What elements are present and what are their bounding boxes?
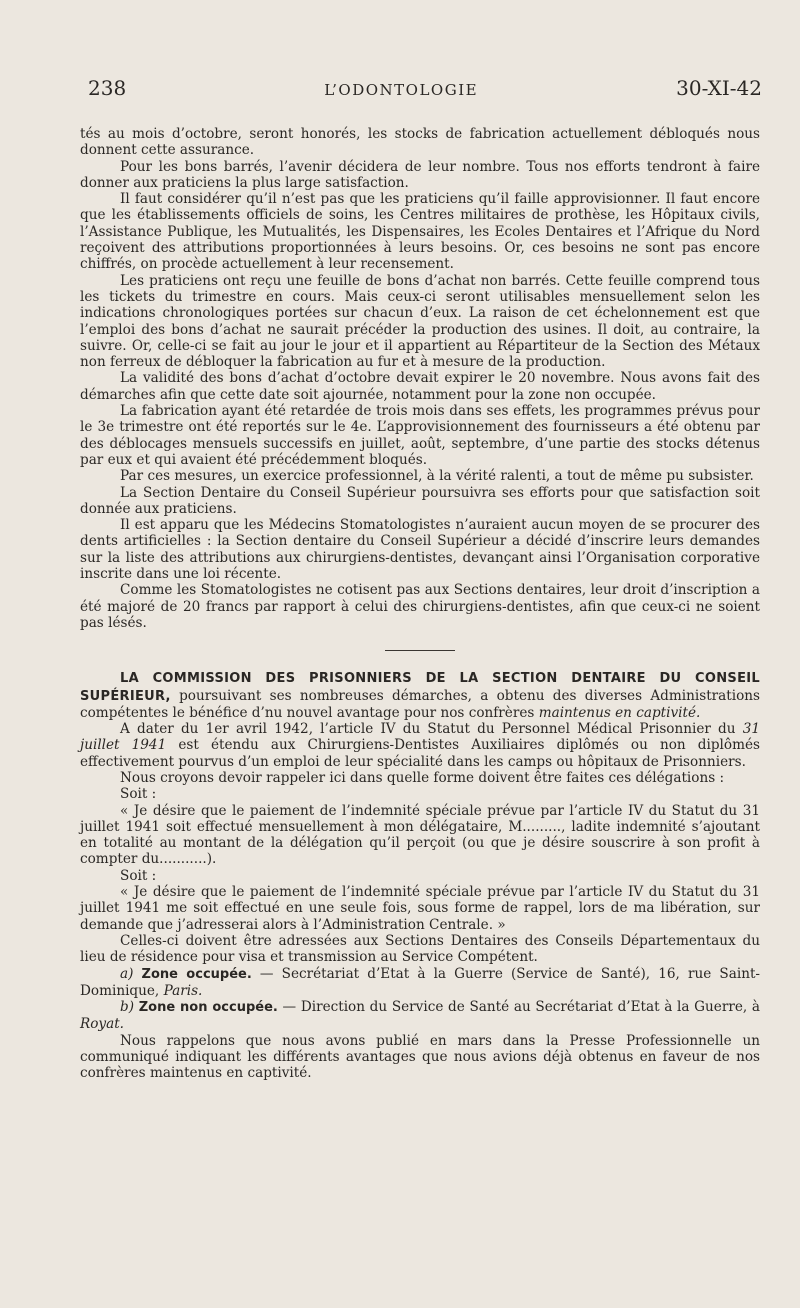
running-header bbox=[88, 76, 762, 102]
decree-text: A dater du 1er avril 1942, l’article IV du Statut du Personnel Médical Prisonnier du bbox=[120, 721, 743, 738]
zone-a-letter: a) bbox=[120, 965, 134, 982]
paragraph: La Section Dentaire du Conseil Supérieur poursuivra ses efforts pour que satisfaction soit donnée aux praticiens. bbox=[80, 484, 760, 517]
paragraph: Nous rappelons que nous avons publié en mars dans la Presse Professionnelle un communiqué indiquant les différents avantages que nous avions déjà obtenus en faveur de nos confrères maintenus en captivité. bbox=[80, 1032, 760, 1082]
page-number: 238 bbox=[88, 76, 127, 100]
zone-b-text: — Direction du Service de Santé au Secrétariat d’Etat à la Guerre, à bbox=[277, 999, 760, 1016]
paragraph: tés au mois d’octobre, seront honorés, les stocks de fabrication actuellement débloqués nous donnent cette assurance. bbox=[80, 126, 760, 159]
zone-b-city: Royat. bbox=[80, 1016, 124, 1033]
zone-b-paragraph bbox=[80, 999, 760, 1033]
heading-italic: maintenus en captivité. bbox=[538, 704, 701, 721]
article-body bbox=[80, 126, 760, 1082]
paragraph: La validité des bons d’achat d’octobre devait expirer le 20 novembre. Nous avons fait des démarches afin que cette date soit ajournée, notamment pour la zone non occupée. bbox=[80, 370, 760, 403]
section-divider bbox=[385, 650, 455, 651]
paragraph: Pour les bons barrés, l’avenir décidera de leur nombre. Tous nos efforts tendront à faire donner aux praticiens la plus large satisfaction. bbox=[80, 158, 760, 191]
decree-date: 31 juillet 1941 bbox=[80, 721, 760, 754]
zone-a-paragraph bbox=[80, 966, 760, 1000]
prisoners-commission-section bbox=[80, 670, 760, 1081]
zone-a-city: Paris. bbox=[163, 982, 203, 999]
zone-a-label: Zone occupée. bbox=[141, 966, 252, 982]
zone-b-letter: b) bbox=[120, 999, 135, 1016]
paragraph: Par ces mesures, un exercice professionnel, à la vérité ralenti, a tout de même pu subsister. bbox=[120, 468, 754, 485]
quote-paragraph: « Je désire que le paiement de l’indemnité spéciale prévue par l’article IV du Statut du 31 juillet 1941 soit effectué mensuellement à mon délégataire, M........., ladite indemnité s’ajoutant en totalité au montant de la délégation qu’il perçoit (ou que je désire souscrire à son profit à compter du...........). bbox=[80, 802, 760, 868]
section-heading-paragraph bbox=[80, 670, 760, 721]
section-heading: LA COMMISSION DES PRISONNIERS DE LA SECTION DENTAIRE DU CONSEIL SUPÉRIEUR, bbox=[80, 671, 760, 704]
quote-paragraph: « Je désire que le paiement de l’indemnité spéciale prévue par l’article IV du Statut du 31 juillet 1941 me soit effectué en une seule fois, sous forme de rappel, lors de ma libération, sur demande que j’adresserai alors à l’Administration Centrale. » bbox=[80, 884, 760, 933]
soit-label: Soit : bbox=[120, 786, 157, 803]
soit-label: Soit : bbox=[120, 867, 157, 884]
paragraph: Comme les Stomatologistes ne cotisent pas aux Sections dentaires, leur droit d’inscription a été majoré de 20 francs par rapport à celui des chirurgiens-dentistes, afin que ceux-ci ne soient pas lésés. bbox=[80, 582, 760, 631]
paragraph: Nous croyons devoir rappeler ici dans quelle forme doivent être faites ces délégations : bbox=[120, 769, 725, 786]
paragraph: Il est apparu que les Médecins Stomatologistes n’auraient aucun moyen de se procurer des dents artificielles : la Section dentaire du Conseil Supérieur a décidé d’inscrire leurs demandes sur la liste des attributions aux chirurgiens-dentistes, devançant ainsi l’Organisation corporative inscrite dans une loi récente. bbox=[80, 517, 760, 583]
heading-text: poursuivant ses nombreuses démarches, a obtenu des diverses Administrations compétentes le bénéfice d’nu nouvel avantage pour nos confrères bbox=[80, 687, 760, 721]
paragraph: Il faut considérer qu’il n’est pas que les praticiens qu’il faille approvisionner. Il faut encore que les établissements officiels de soins, les Centres militaires de prothèse, les Hôpitaux civils, l’Assistance Publique, les Mutualités, les Dispensaires, les Ecoles Dentaires et l’Afrique du Nord reçoivent des attributions proportionnées à leurs besoins. Or, ces besoins ne sont pas encore chiffrés, on procède actuellement à leur recensement. bbox=[80, 191, 760, 273]
decree-text-rest: est étendu aux Chirurgiens-Dentistes Auxiliaires diplômés ou non diplômés effectivement pourvus d’un emploi de leur spécialité dans les camps ou hôpitaux de Prisonniers. bbox=[80, 737, 760, 770]
paragraph bbox=[80, 721, 760, 770]
journal-title: L’ODONTOLOGIE bbox=[324, 81, 479, 99]
paragraph: La fabrication ayant été retardée de trois mois dans ses effets, les programmes prévus pour le 3e trimestre ont été reportés sur le 4e. L’approvisionnement des fournisseurs a été obtenu par des déblocages mensuels successifs en juillet, août, septembre, d’une partie des stocks détenus par eux et qui avaient été précédemment bloqués. bbox=[80, 403, 760, 468]
paragraph: Celles-ci doivent être adressées aux Sections Dentaires des Conseils Départementaux du lieu de résidence pour visa et transmission au Service Compétent. bbox=[80, 932, 760, 966]
issue-date: 30-XI-42 bbox=[676, 76, 762, 100]
zone-b-label: Zone non occupée. bbox=[138, 1000, 278, 1016]
paragraph: Les praticiens ont reçu une feuille de bons d’achat non barrés. Cette feuille comprend tous les tickets du trimestre en cours. Mais ceux-ci seront utilisables mensuellement selon les indications chronologiques portées sur chacun d’eux. La raison de cet échelonnement est que l’emploi des bons d’achat ne saurait précéder la production des usines. Il doit, au contraire, la suivre. Or, celle-ci se fait au jour le jour et il appartient au Répartiteur de la Section des Métaux non ferreux de débloquer la fabrication au fur et à mesure de la production. bbox=[80, 272, 760, 371]
zone-a-text: — Secrétariat d’Etat à la Guerre (Service de Santé), 16, rue Saint-Dominique, bbox=[80, 965, 760, 999]
